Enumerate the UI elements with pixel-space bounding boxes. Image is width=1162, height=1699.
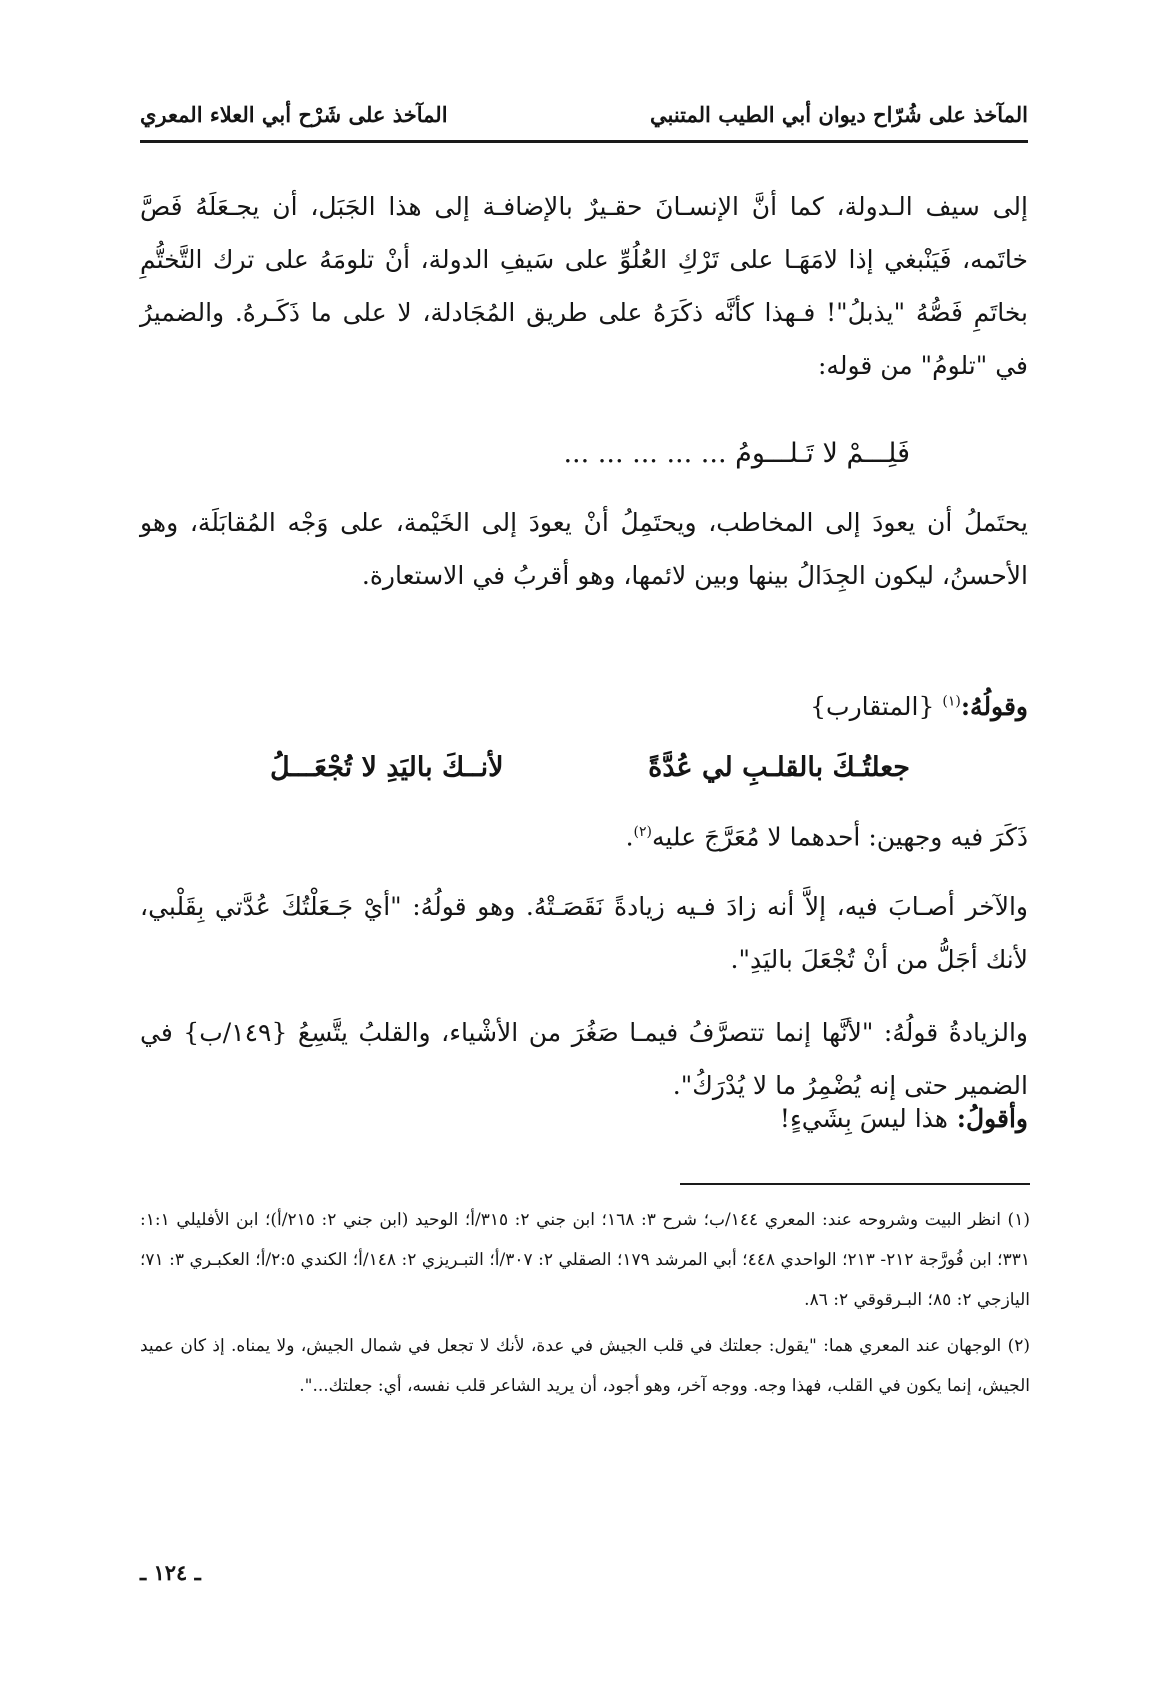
poem-intro-label: وقولُهُ:: [960, 692, 1028, 721]
paragraph-2-text: يحتَملُ أن يعودَ إلى المخاطب، ويحتَمِلُ أنْ يعودَ إلى الخَيْمة، على وَجْه المُقابَلَة، وهو الأحسنُ، ليكون الجِدَالُ بينها وبين لائمها، وهو أقربُ في الاستعارة.: [140, 508, 1028, 590]
verse-line: [270, 752, 910, 802]
footnote-ref-1: (١): [942, 693, 961, 710]
poem-intro: [810, 692, 1028, 721]
paragraph-4-text: والآخر أصـابَ فيه، إلاَّ أنه زادَ فـيه زيادةً نَقَصَـتْهُ. وهو قولُهُ: "أيْ جَـعَلْتُكَ عُدَّتي بِقَلْبي، لأنك أجَلُّ من أنْ تُجْعَلَ باليَدِ".: [140, 892, 1028, 974]
paragraph-5-text: والزيادةُ قولُهُ: "لأنَّها إنما تتصرَّفُ فيمـا صَغُرَ من الأشْياء، والقلبُ يتَّسِعُ {١٤٩/ب} في الضمير حتى إنه يُضْمِرُ ما لا يُدْرَكُ".: [140, 1018, 1028, 1100]
poem-meter: {المتقارب}: [810, 692, 935, 721]
footnote-1: (١) انظر البيت وشروحه عند: المعري ١٤٤/ب؛ شرح ٣: ١٦٨؛ ابن جني ٢: ٣١٥/أ؛ الوحيد (ابن جني ٢: ٢١٥/أ)؛ ابن الأفليلي ١:١: ٣٣١؛ ابن فُورَّجة ٢١٢- ٢١٣؛ الواحدي ٤٤٨؛ أبي المرشد ١٧٩؛ الصقلي ٢: ٣٠٧/أ؛ التبـريزي ٢: ١٤٨/أ؛ الكندي ٢:٥/أ؛ العكبـري ٣: ٧١؛ اليازجي ٢: ٨٥؛ البـرقوقي ٢: ٨٦.: [140, 1210, 1030, 1310]
paragraph-1-text: إلى سيف الـدولة، كما أنَّ الإنسـانَ حقـيرٌ بالإضافـة إلى هذا الجَبَل، أن يجـعَلَهُ فَصَّ خاتَمه، فَيَنْبغي إذا لامَهَـا على تَرْكِ العُلُوِّ على سَيفِ الدولة، أنْ تلومَهُ على ترك التَّختُّمِ بخاتَمِ فَصُّهُ "يذبلُ"! فـهذا كأنَّه ذكَرَهُ على طريق المُجَادلة، لا على ما ذَكَـرهُ. والضميرُ في "تلومُ" من قوله:: [140, 192, 1028, 380]
footnote-divider: [680, 1183, 1030, 1185]
paragraph-2: [140, 496, 1028, 602]
footnotes: [140, 1200, 1030, 1412]
paragraph-3-end: .: [625, 822, 634, 852]
footnote-2: (٢) الوجهان عند المعري هما: "يقول: جعلتك في قلب الجيش في عدة، لأنك لا تجعل في شمال الجيش، ولا يمناه. إذ كان عميد الجيش، إنما يكون في القلب، فهذا وجه. ووجه آخر، وهو أجود، أن يريد الشاعر قلب نفسه، أي: جعلتك...".: [140, 1336, 1030, 1396]
book-title: المآخذ على شُرّاح ديوان أبي الطيب المتنبي: [650, 102, 1028, 127]
paragraph-6-text: هذا ليسَ بِشَيءٍ!: [779, 1104, 948, 1133]
paragraph-4: [140, 880, 1028, 986]
paragraph-1: [140, 180, 1028, 392]
paragraph-6-label: وأقولُ:: [956, 1104, 1028, 1133]
verse-second-hemistich: لأنــكَ باليَدِ لا تُجْعَـــلُ: [270, 752, 504, 783]
section-title: المآخذ على شَرْح أبي العلاء المعري: [140, 102, 448, 127]
footnote-ref-2: (٢): [633, 824, 652, 840]
page-number: ـ ١٢٤ ـ: [140, 1560, 201, 1585]
paragraph-6: [140, 1092, 1028, 1145]
running-header: [140, 92, 1028, 143]
verse-fragment: فَلِـــمْ لا تَـلـــومُ ... ... ... ... ...: [563, 438, 910, 469]
verse-first-hemistich: جعلتُـكَ بالقلـبِ لي عُدَّةً: [648, 752, 910, 783]
paragraph-3: [140, 806, 1028, 863]
paragraph-3-text: ذَكَرَ فيه وجهين: أحدهما لا مُعَرَّجَ عليه: [651, 822, 1028, 852]
